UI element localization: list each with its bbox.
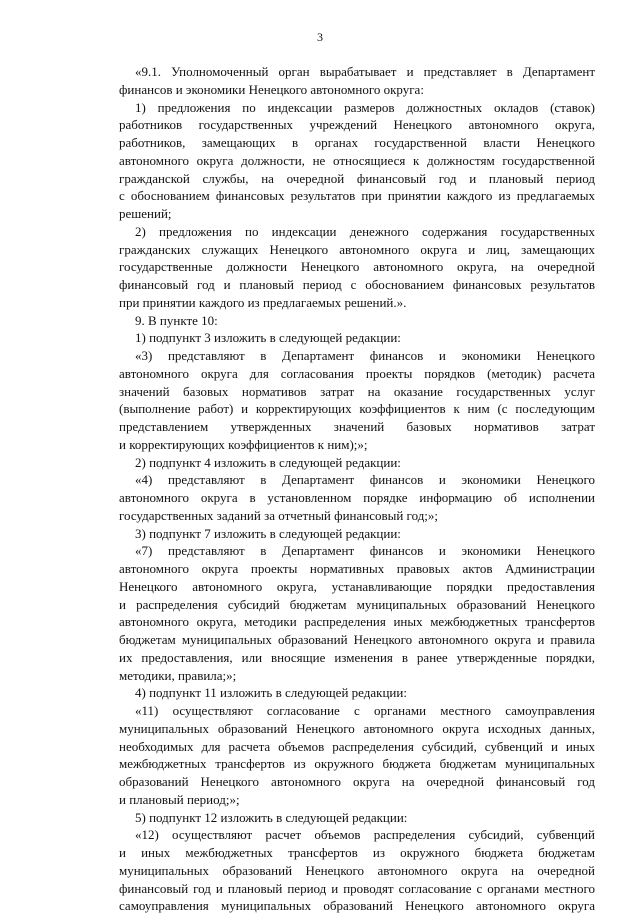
paragraph-line: их предоставления, или вносящие изменения в ранее утвержденные порядки,: [119, 649, 595, 665]
paragraph: [119, 454, 595, 472]
paragraph-line: образований Ненецкого автономного округа на очередной финансовый год: [119, 774, 595, 789]
paragraph-line: «11) осуществляют согласование с органами местного самоуправления: [135, 703, 595, 718]
paragraph-line: и распределения субсидий бюджетам муниципальных образований Ненецкого: [119, 596, 595, 612]
paragraph: [119, 99, 595, 223]
paragraph: [119, 542, 595, 684]
paragraph-line: «12) осуществляют расчет объемов распределения субсидий, субвенций: [135, 827, 595, 843]
paragraph-line: межбюджетных трансфертов из окружного бюджета бюджетам муниципальных: [119, 756, 595, 772]
paragraph-line: 2) предложения по индексации денежного содержания государственных: [135, 223, 595, 239]
paragraph-line: автономного округа в установленном порядке информацию об исполнении: [119, 490, 595, 505]
paragraph: [119, 347, 595, 454]
paragraph-line: автономного округа проекты нормативных правовых актов Администрации: [119, 561, 595, 576]
paragraph-line: муниципальных образований Ненецкого автономного округа исходных данных,: [119, 720, 595, 736]
paragraph-line: при принятии каждого из предлагаемых решений.».: [119, 294, 407, 310]
paragraph-line: государственных заданий за отчетный финансовый год;»;: [119, 507, 439, 523]
paragraph-line: и корректирующих коэффициентов к ним);»;: [119, 436, 368, 452]
paragraph-line: самоуправления муниципальных образований Ненецкого автономного округа: [119, 898, 595, 914]
paragraph: [119, 329, 595, 347]
paragraph: [119, 702, 595, 809]
paragraph-line: финансов и экономики Ненецкого автономного округа:: [119, 81, 424, 97]
paragraph-line: «9.1. Уполномоченный орган вырабатывает и представляет в Департамент: [135, 64, 595, 79]
paragraph: [119, 809, 595, 827]
paragraph-line: и плановый период;»;: [119, 791, 240, 807]
paragraph-line: 9. В пункте 10:: [135, 312, 218, 328]
paragraph-line: 5) подпункт 12 изложить в следующей редакции:: [135, 809, 408, 825]
paragraph-line: 1) предложения по индексации размеров должностных окладов (ставок): [135, 99, 595, 115]
paragraph-line: представлением утвержденных значений базовых нормативов затрат: [119, 419, 595, 434]
paragraph-line: 2) подпункт 4 изложить в следующей редакции:: [135, 454, 401, 470]
paragraph-line: и иных межбюджетных трансфертов из окружного бюджета бюджетам: [119, 845, 595, 860]
paragraph-line: бюджетам муниципальных образований Ненецкого автономного округа и правила: [119, 632, 595, 647]
document-body: [119, 63, 595, 915]
paragraph-line: финансовый год и плановый период и проводят согласование с органами местного: [119, 880, 595, 896]
paragraph-line: автономного округа должности, не относящиеся к должностям государственной: [119, 152, 595, 168]
paragraph-line: автономного округа для согласования проекты порядков (методик) расчета: [119, 365, 595, 381]
paragraph-line: 1) подпункт 3 изложить в следующей редакции:: [135, 330, 401, 346]
paragraph-line: «7) представляют в Департамент финансов и экономики Ненецкого: [135, 543, 595, 559]
paragraph-line: «3) представляют в Департамент финансов и экономики Ненецкого: [135, 348, 595, 363]
paragraph-line: значений базовых нормативов затрат на оказание государственных услуг: [119, 383, 595, 399]
paragraph-line: 4) подпункт 11 изложить в следующей редакции:: [135, 685, 407, 701]
paragraph-line: Ненецкого автономного округа, устанавливающие порядки предоставления: [119, 578, 595, 594]
paragraph-line: гражданских служащих Ненецкого автономного округа и лиц, замещающих: [119, 241, 595, 257]
paragraph-line: государственные должности Ненецкого автономного округа, на очередной: [119, 259, 595, 275]
paragraph: [119, 471, 595, 524]
paragraph-line: методики, правила;»;: [119, 667, 237, 683]
paragraph-line: 3) подпункт 7 изложить в следующей редакции:: [135, 525, 401, 541]
paragraph-line: (выполнение работ) и корректирующих коэффициентов к ним (с последующим: [119, 401, 595, 417]
paragraph-line: финансовый год и плановый период с обоснованием финансовых результатов: [119, 277, 595, 292]
paragraph: [119, 223, 595, 312]
paragraph-line: гражданской службы, на очередной финансовый год и плановый период: [119, 170, 595, 186]
paragraph-line: автономного округа, методики распределения иных межбюджетных трансфертов: [119, 614, 595, 630]
paragraph-line: работников государственных учреждений Ненецкого автономного округа,: [119, 117, 595, 133]
paragraph: [119, 684, 595, 702]
paragraph-line: муниципальных образований Ненецкого автономного округа на очередной: [119, 862, 595, 878]
page-number: 3: [317, 30, 323, 44]
paragraph: [119, 63, 595, 99]
paragraph: [119, 525, 595, 543]
paragraph-line: работников, замещающих в органах государственной власти Ненецкого: [119, 135, 595, 150]
paragraph-line: «4) представляют в Департамент финансов и экономики Ненецкого: [135, 472, 595, 488]
paragraph-line: необходимых для расчета объемов распределения субсидий, субвенций и иных: [119, 738, 595, 754]
paragraph-line: с обоснованием финансовых результатов при принятии каждого из предлагаемых: [119, 188, 595, 204]
paragraph-line: решений;: [119, 206, 172, 221]
paragraph: [119, 312, 595, 330]
paragraph: [119, 826, 595, 915]
